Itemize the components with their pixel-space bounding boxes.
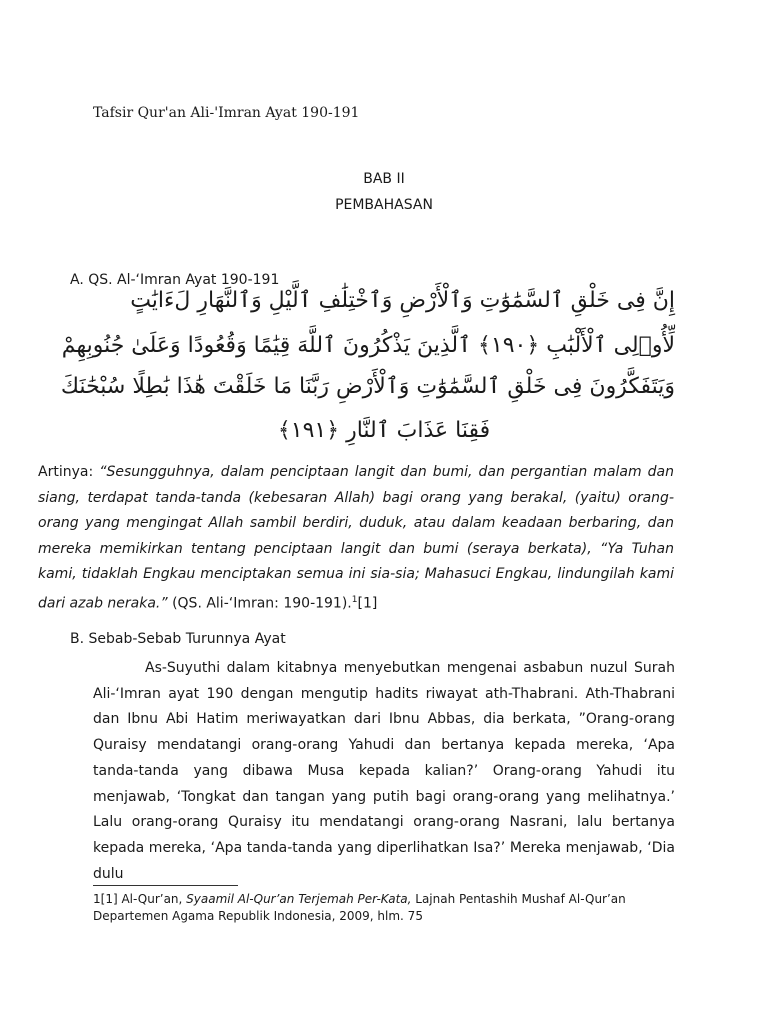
footnote-link[interactable]: [1] [357, 595, 378, 612]
document-title: Tafsir Qur'an Ali-'Imran Ayat 190-191 [93, 105, 360, 121]
chapter-number: BAB II [363, 171, 405, 187]
translation-reference: (QS. Ali-‘Imran: 190-191). [167, 595, 352, 612]
footnote-text-rest: Lajnah Pentashih Mushaf Al-Qur’an Departemen Agama Republik Indonesia, 2009, hlm. 75 [93, 892, 626, 923]
footnote [93, 891, 693, 925]
section-b-heading: B. Sebab-Sebab Turunnya Ayat [70, 631, 286, 647]
footnote-text: Al-Qur’an, [117, 892, 187, 906]
footnote-number[interactable]: 1[1] [93, 892, 118, 906]
footnote-mark[interactable]: 1 [351, 594, 358, 605]
translation-quote: “Sesungguhnya, dalam penciptaan langit dan bumi, dan pergantian malam dan siang, terdapat tanda-tanda (kebesaran Allah) bagi orang yang berakal, (yaitu) orang-orang yang mengingat Allah sambil berdiri, duduk, atau dalam keadaan berbaring, dan mereka memikirkan tentang penciptaan langit dan bumi (seraya berkata), “Ya Tuhan kami, tidaklah Engkau menciptakan semua ini sia-sia; Mahasuci Engkau, lindungilah kami dari azab neraka.” [38, 464, 674, 612]
arabic-verse-line: لِّأُو۟لِى ٱلْأَلْبَٰبِ ﴿١٩٠﴾ ٱلَّذِينَ يَذْكُرُونَ ٱللَّهَ قِيَٰمًا وَقُعُودًا وَعَلَىٰ جُنُوبِهِمْ [61, 333, 675, 358]
footnote-source-title: Syaamil Al-Qur’an Terjemah Per-Kata, [186, 892, 412, 906]
translation-prefix: Artinya: [38, 464, 100, 480]
chapter-title: PEMBAHASAN [335, 197, 433, 213]
translation-paragraph [38, 460, 674, 617]
footnote-divider [93, 885, 238, 886]
arabic-verse-line: فَقِنَا عَذَابَ ٱلنَّارِ ﴿١٩١﴾ [277, 418, 491, 443]
body-paragraph: As-Suyuthi dalam kitabnya menyebutkan mengenai asbabun nuzul Surah Ali-‘Imran ayat 190 dengan mengutip hadits riwayat ath-Thabrani. Ath-Thabrani dan Ibnu Abi Hatim meriwayatkan dari Ibnu Abbas, dia berkata, ”Orang-orang Quraisy mendatangi orang-orang Yahudi dan bertanya kepada mereka, ‘Apa tanda-tanda yang dibawa Musa kepada kalian?’ Orang-orang Yahudi itu menjawab, ‘Tongkat dan tangan yang putih bagi orang-orang yang melihatnya.’ Lalu orang-orang Quraisy itu mendatangi orang-orang Nasrani, lalu bertanya kepada mereka, ‘Apa tanda-tanda yang diperlihatkan Isa?’ Mereka menjawab, ‘Dia dulu [93, 660, 675, 882]
arabic-verse-line: وَيَتَفَكَّرُونَ فِى خَلْقِ ٱلسَّمَٰوَٰتِ وَٱلْأَرْضِ رَبَّنَا مَا خَلَقْتَ هَٰذَا بَٰطِلًا سُبْحَٰنَكَ [60, 374, 675, 399]
arabic-verse-line: إِنَّ فِى خَلْقِ ٱلسَّمَٰوَٰتِ وَٱلْأَرْضِ وَٱخْتِلَٰفِ ٱلَّيْلِ وَٱلنَّهَارِ لَءَايَٰتٍ [130, 288, 675, 313]
section-a-heading: A. QS. Al-‘Imran Ayat 190-191 [70, 272, 280, 288]
